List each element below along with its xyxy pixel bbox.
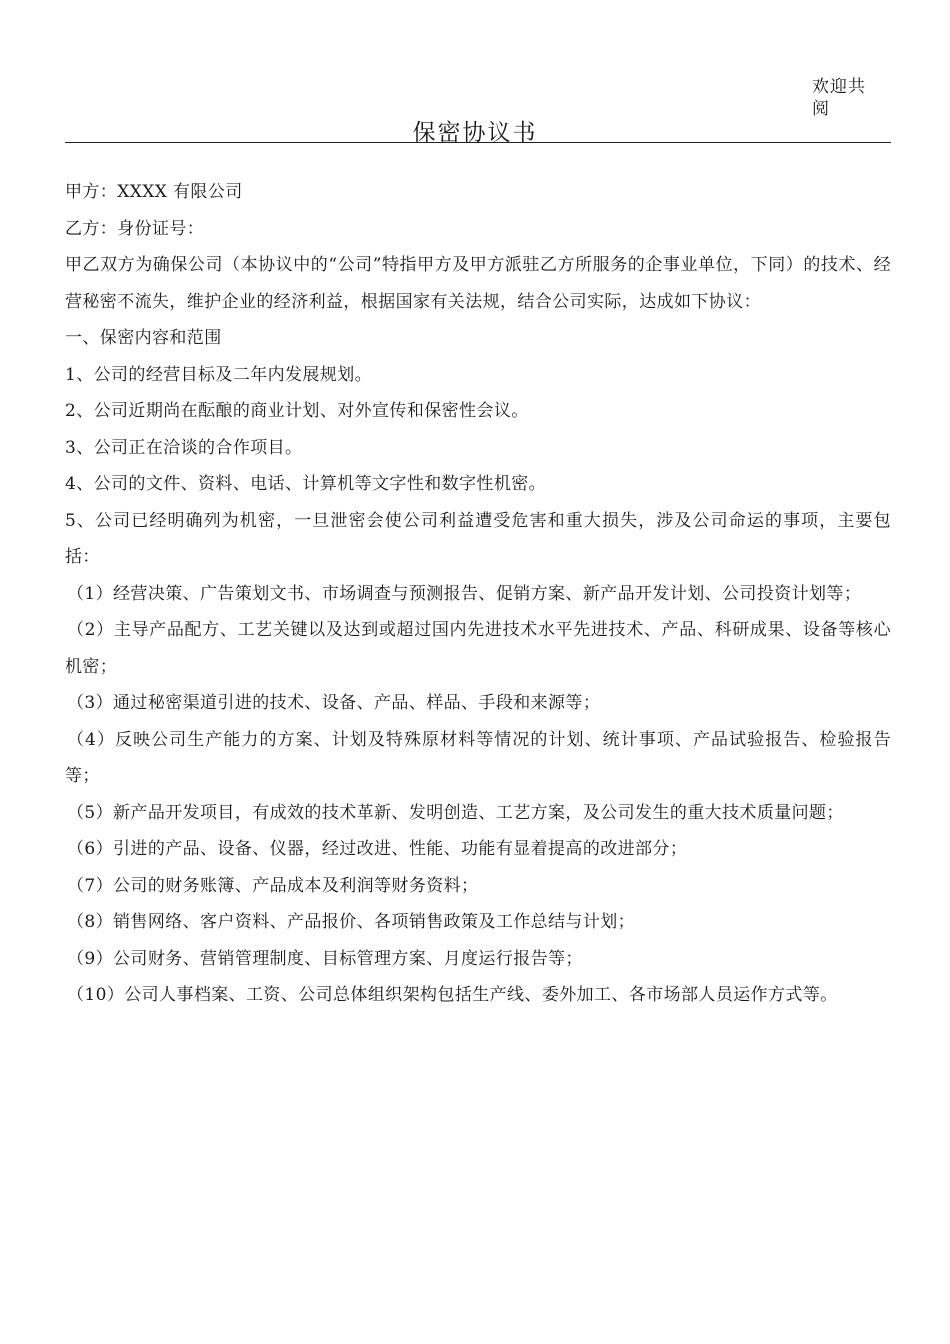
sub-list-item: （7）公司的财务账簿、产品成本及利润等财务资料； xyxy=(67,875,479,896)
document-title: 保密协议书 xyxy=(412,120,538,146)
header-rule xyxy=(65,142,891,143)
sub-list-item: （3）通过秘密渠道引进的技术、设备、产品、样品、手段和来源等； xyxy=(67,693,601,713)
sub-list-item: （9）公司财务、营销管理制度、目标管理方案、月度运行报告等； xyxy=(67,948,583,969)
sub-list-item: （5）新产品开发项目，有成效的技术革新、发明创造、工艺方案，及公司发生的重大技术质量问题； xyxy=(67,802,844,823)
list-item: 1、公司的经营目标及二年内发展规划。 xyxy=(65,364,373,385)
party-b-line: 乙方：身份证号： xyxy=(65,218,205,239)
sub-list-item: （10）公司人事档案、工资、公司总体组织架构包括生产线、委外加工、各市场部人员运作方式等。 xyxy=(67,985,838,1005)
sub-list-item: （2）主导产品配方、工艺关键以及达到或超过国内先进技术水平先进技术、产品、科研成果、设备等核心机密； xyxy=(65,620,891,677)
sub-list-item: （1）经营决策、广告策划文书、市场调查与预测报告、促销方案、新产品开发计划、公司投资计划等； xyxy=(67,583,862,604)
section-heading: 一、保密内容和范围 xyxy=(65,328,222,348)
header-note: 欢迎共阅 xyxy=(812,77,866,119)
document-body xyxy=(65,174,891,1014)
list-item: 2、公司近期尚在酝酿的商业计划、对外宣传和保密性会议。 xyxy=(65,401,529,421)
party-a-line: 甲方：XXXX 有限公司 xyxy=(65,182,243,202)
list-item: 4、公司的文件、资料、电话、计算机等文字性和数字性机密。 xyxy=(65,474,547,494)
list-item: 5、公司已经明确列为机密，一旦泄密会使公司利益遭受危害和重大损失，涉及公司命运的事项，主要包括： xyxy=(65,510,891,567)
intro-paragraph: 甲乙双方为确保公司（本协议中的“公司”特指甲方及甲方派驻乙方所服务的企事业单位，下同）的技术、经营秘密不流失，维护企业的经济利益，根据国家有关法规，结合公司实际，达成如下协议： xyxy=(65,255,891,312)
sub-list-item: （8）销售网络、客户资料、产品报价、各项销售政策及工作总结与计划； xyxy=(67,912,636,932)
sub-list-item: （6）引进的产品、设备、仪器，经过改进、性能、功能有显着提高的改进部分； xyxy=(67,839,688,859)
list-item: 3、公司正在洽谈的合作项目。 xyxy=(65,437,303,458)
sub-list-item: （4）反映公司生产能力的方案、计划及特殊原材料等情况的计划、统计事项、产品试验报告、检验报告等； xyxy=(65,729,891,786)
